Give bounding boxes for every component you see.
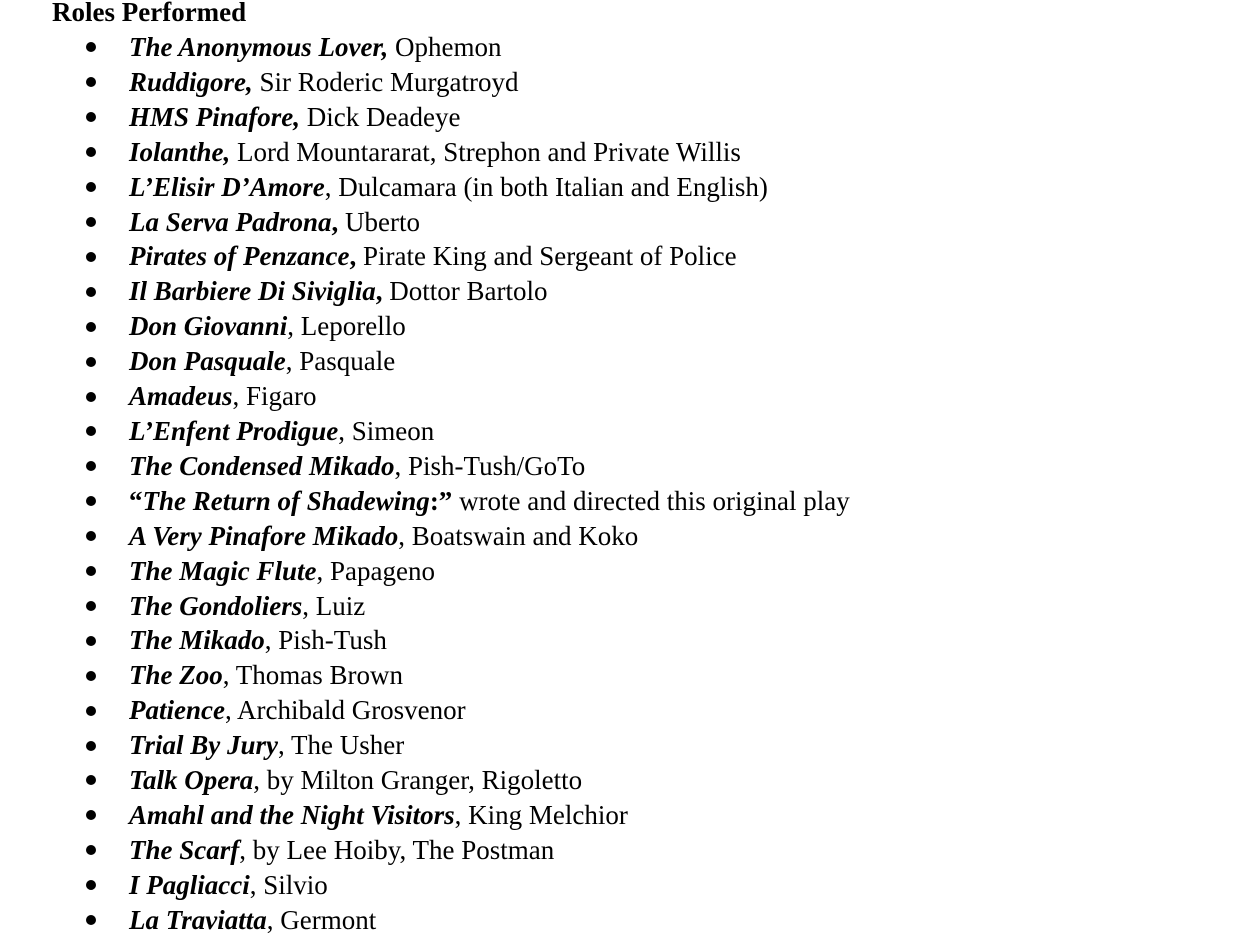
production-title: The Condensed Mikado (129, 450, 395, 481)
role-description: by Milton Granger, Rigoletto (260, 765, 583, 796)
title-punctuation: :” (429, 485, 453, 516)
production-title: HMS Pinafore (129, 101, 294, 132)
role-description: Figaro (239, 381, 317, 412)
role-description: Dulcamara (in both Italian and English) (331, 171, 768, 202)
role-text (129, 693, 466, 728)
bullet-icon (86, 77, 96, 87)
bullet-icon (86, 42, 96, 52)
role-text (129, 309, 406, 344)
title-punctuation: , (224, 695, 232, 726)
role-description: Dottor Bartolo (382, 276, 548, 307)
bullet-icon (86, 601, 96, 611)
role-text (129, 903, 376, 938)
title-punctuation: , (394, 450, 402, 481)
role-text (129, 554, 435, 589)
role-description: Luiz (309, 590, 366, 621)
role-description: The Usher (284, 730, 405, 761)
production-title: La Traviatta (129, 904, 267, 935)
bullet-icon (86, 671, 96, 681)
title-punctuation: , (338, 415, 346, 446)
title-punctuation: , (331, 206, 339, 237)
production-title: The Mikado (129, 625, 265, 656)
bullet-icon (86, 845, 96, 855)
role-description: Pasquale (292, 346, 396, 377)
bullet-icon (86, 392, 96, 402)
bullet-icon (86, 706, 96, 716)
title-punctuation: , (253, 765, 261, 796)
role-text (129, 484, 850, 519)
production-title: The Return of Shadewing (142, 485, 430, 516)
bullet-icon (86, 287, 96, 297)
production-title: Trial By Jury (129, 730, 279, 761)
production-title: Amahl and the Night Visitors (129, 799, 455, 830)
bullet-icon (86, 461, 96, 471)
bullet-icon (86, 426, 96, 436)
role-description: Leporello (294, 311, 406, 342)
title-punctuation: , (249, 869, 257, 900)
bullet-icon (86, 810, 96, 820)
role-text (129, 170, 768, 205)
role-description: Pish-Tush/GoTo (401, 450, 586, 481)
role-description: Thomas Brown (229, 660, 403, 691)
role-text (129, 589, 365, 624)
production-title: L’Elisir D’Amore (129, 171, 325, 202)
production-title: Amadeus (129, 381, 233, 412)
production-title: The Gondoliers (129, 590, 303, 621)
production-title: Il Barbiere Di Siviglia (129, 276, 376, 307)
role-text (129, 274, 548, 309)
title-punctuation: , (293, 101, 301, 132)
opening-quote: “ (129, 485, 143, 516)
title-punctuation: , (302, 590, 310, 621)
role-description: Sir Roderic Murgatroyd (252, 66, 519, 97)
production-title: La Serva Padrona (129, 206, 332, 237)
role-description: Archibald Grosvenor (231, 695, 466, 726)
role-description: by Lee Hoiby, The Postman (246, 834, 555, 865)
production-title: The Zoo (129, 660, 223, 691)
role-text (129, 65, 519, 100)
production-title: The Scarf (129, 834, 240, 865)
title-punctuation: , (398, 520, 406, 551)
role-text (129, 414, 434, 449)
role-text (129, 100, 460, 135)
bullet-icon (86, 182, 96, 192)
role-text (129, 798, 628, 833)
role-description: Ophemon (388, 32, 502, 62)
role-text (129, 763, 582, 798)
title-punctuation: , (316, 555, 324, 586)
role-text (129, 728, 404, 763)
role-description: Dick Deadeye (300, 101, 461, 132)
role-description: Simeon (345, 415, 435, 446)
production-title: Talk Opera (129, 765, 254, 796)
production-title: The Anonymous Lover (129, 32, 382, 62)
production-title: Iolanthe (129, 136, 224, 167)
title-punctuation: , (246, 66, 253, 97)
role-description: Uberto (338, 206, 420, 237)
role-description: Germont (273, 904, 377, 935)
role-text (129, 205, 420, 240)
title-punctuation: , (375, 276, 383, 307)
title-punctuation: , (232, 381, 240, 412)
role-description: Silvio (256, 869, 328, 900)
title-punctuation: , (239, 834, 246, 865)
role-text (129, 30, 502, 65)
production-title: I Pagliacci (129, 869, 250, 900)
role-description: King Melchior (461, 799, 628, 830)
bullet-icon (86, 147, 96, 157)
bullet-icon (86, 531, 96, 541)
title-punctuation: , (324, 171, 332, 202)
role-description: Lord Mountararat, Strephon and Private Willis (230, 136, 741, 167)
title-punctuation: , (223, 136, 231, 167)
production-title: Don Giovanni (129, 311, 288, 342)
bullet-icon (86, 741, 96, 751)
role-description: Pish-Tush (271, 625, 387, 656)
role-description: Boatswain and Koko (405, 520, 639, 551)
production-title: Ruddigore (129, 66, 247, 97)
role-description: Pirate King and Sergeant of Police (356, 241, 737, 272)
production-title: Patience (129, 695, 225, 726)
role-text (129, 239, 737, 274)
bullet-icon (86, 357, 96, 367)
title-punctuation: , (454, 799, 462, 830)
title-punctuation: , (266, 904, 274, 935)
role-text (129, 449, 585, 484)
title-punctuation: , (278, 730, 285, 761)
bullet-icon (86, 566, 96, 576)
title-punctuation: , (222, 660, 230, 691)
title-punctuation: , (349, 241, 357, 272)
role-text (129, 868, 328, 903)
bullet-icon (86, 217, 96, 227)
bullet-icon (86, 636, 96, 646)
bullet-icon (86, 880, 96, 890)
role-description: wrote and directed this original play (452, 485, 850, 516)
role-text (129, 379, 317, 414)
bullet-icon (86, 322, 96, 332)
role-text (129, 658, 403, 693)
role-text (129, 623, 387, 658)
production-title: A Very Pinafore Mikado (129, 520, 399, 551)
bullet-icon (86, 112, 96, 122)
role-text (129, 833, 554, 868)
bullet-icon (86, 915, 96, 925)
production-title: Don Pasquale (129, 346, 286, 377)
title-punctuation: , (264, 625, 272, 656)
section-heading: Roles Performed (52, 0, 247, 27)
role-description: Papageno (323, 555, 435, 586)
title-punctuation: , (285, 346, 293, 377)
production-title: Pirates of Penzance (129, 241, 350, 272)
title-punctuation: , (287, 311, 295, 342)
role-text (129, 344, 395, 379)
production-title: L’Enfent Prodigue (129, 415, 339, 446)
production-title: The Magic Flute (129, 555, 317, 586)
role-text (129, 519, 638, 554)
title-punctuation: , (381, 32, 389, 62)
role-text (129, 135, 741, 170)
bullet-icon (86, 252, 96, 262)
bullet-icon (86, 775, 96, 785)
bullet-icon (86, 496, 96, 506)
